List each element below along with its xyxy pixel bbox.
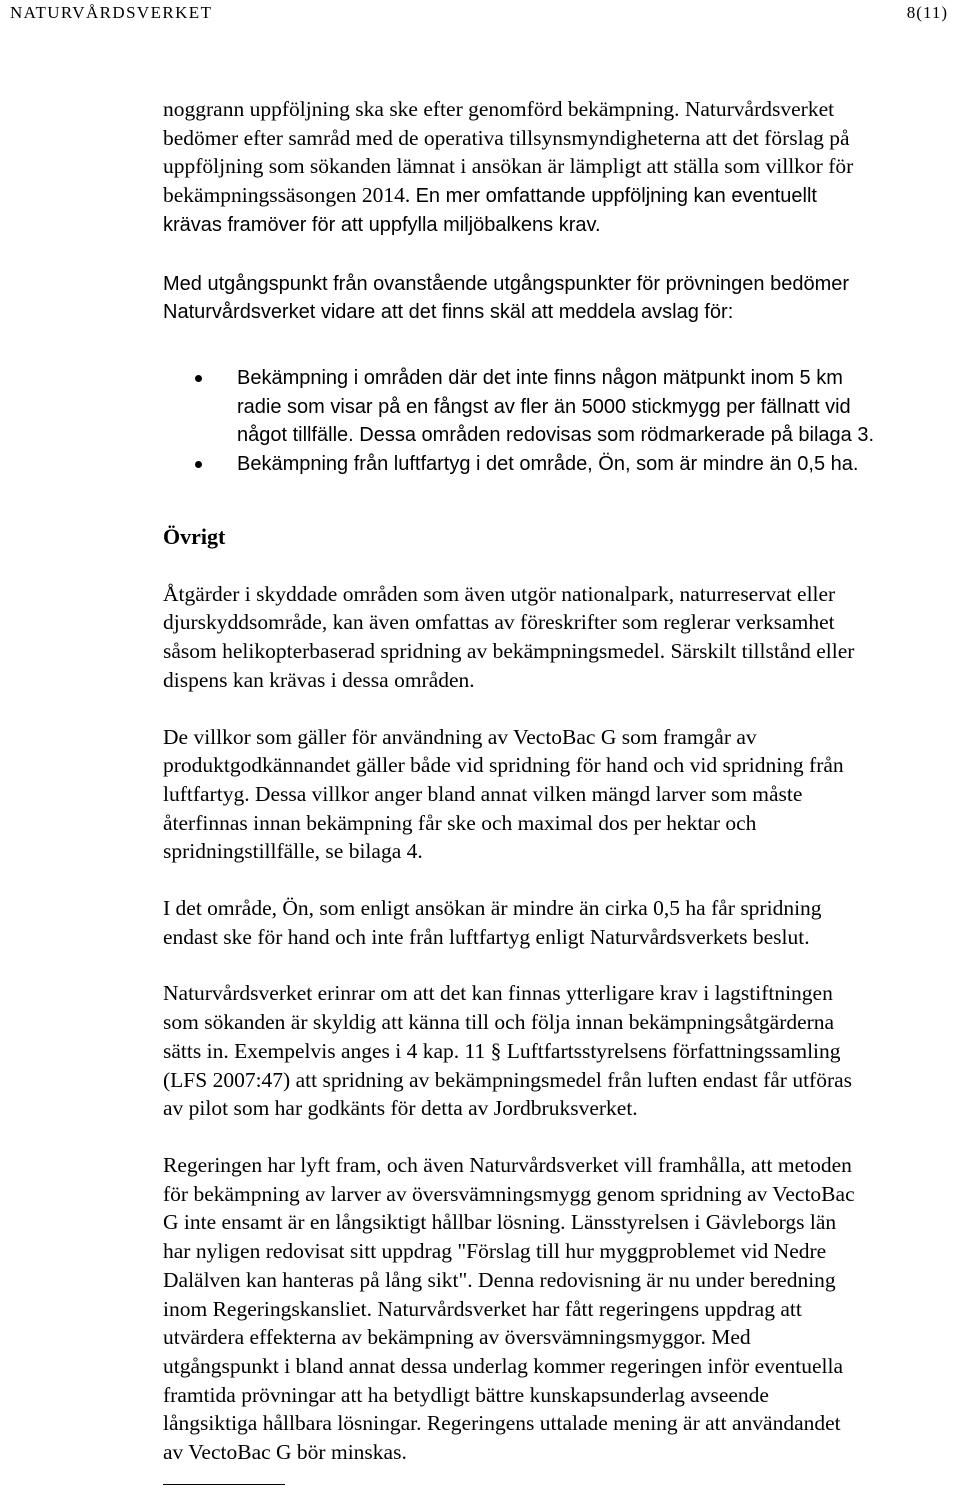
paragraph-avslag-intro [163,270,953,327]
paragraph-villkor [163,723,953,867]
text-line: produktgodkännandet gäller både vid spridning för hand och vid spridning från [163,753,844,778]
text-line: som sökanden är skyldig att känna till och följa innan bekämpningsåtgärderna [163,1010,835,1035]
bullet-icon [195,461,202,468]
paragraph-uppfoljning [163,95,953,240]
text-line: för bekämpning av larver av översvämningsmygg genom spridning av VectoBac [163,1181,855,1206]
text-segment: En mer omfattande uppföljning kan eventuellt [415,185,817,208]
text-line: av VectoBac G bör minskas. [163,1440,407,1465]
section-heading: Övrigt [163,523,226,549]
text-line: Bekämpning från luftfartyg i det område, Ön, som är mindre än 0,5 ha. [237,453,859,476]
avslag-list [163,364,953,479]
list-item [163,364,953,450]
text-line: sätts in. Exempelvis anges i 4 kap. 11 § Luftfartsstyrelsens författningssamling [163,1038,841,1063]
text-line: Naturvårdsverket erinrar om att det kan finnas ytterligare krav i lagstiftningen [163,981,833,1006]
text-line: Bekämpning i områden där det inte finns någon mätpunkt inom 5 km [237,366,843,389]
paragraph-lagstiftning [163,979,953,1123]
text-line: De villkor som gäller för användning av VectoBac G som framgår av [163,724,757,749]
text-line: uppföljning som sökanden lämnat i ansökan är lämpligt att ställa som villkor för [163,154,854,179]
text-line: Åtgärder i skyddade områden som även utgör nationalpark, naturreservat eller [163,581,836,606]
footnote-separator [163,1484,285,1485]
text-line: återfinnas innan bekämpning får ske och maximal dos per hektar och [163,810,757,835]
text-line: endast ske för hand och inte från luftfartyg enligt Naturvårdsverkets beslut. [163,924,810,949]
text-line: krävas framöver för att uppfylla miljöbalkens krav. [163,213,601,236]
text-line: G inte ensamt är en långsiktigt hållbar lösning. Länsstyrelsen i Gävleborgs län [163,1210,837,1235]
paragraph-on [163,894,953,951]
text-line: utgångspunkt i bland annat dessa underlag kommer regeringen inför eventuella [163,1353,844,1378]
text-line: långsiktiga hållbara lösningar. Regeringens uttalade mening är att användandet [163,1411,841,1436]
text-line: har nyligen redovisat sitt uppdrag "Förslag till hur myggproblemet vid Nedre [163,1239,827,1264]
text-line: luftfartyg. Dessa villkor anger bland annat vilken mängd larver som måste [163,781,803,806]
header-organization: NATURVÅRDSVERKET [10,3,213,22]
page-number: 8(11) [906,3,948,22]
page-header [0,0,960,28]
document-body [163,95,953,1467]
text-segment: bekämpningssäsongen 2014. [163,183,416,208]
text-line: Med utgångspunkt från ovanstående utgångspunkter för prövningen bedömer [163,272,850,295]
paragraph-regeringen [163,1151,953,1467]
list-item [163,450,953,479]
text-line: bedömer efter samråd med de operativa tillsynsmyndigheterna att det förslag på [163,125,850,150]
text-line: dispens kan krävas i dessa områden. [163,667,475,692]
text-line: I det område, Ön, som enligt ansökan är mindre än cirka 0,5 ha får spridning [163,896,822,921]
text-line: noggrann uppföljning ska ske efter genomförd bekämpning. Naturvårdsverket [163,97,835,121]
text-line: radie som visar på en fångst av fler än 5000 stickmygg per fällnatt vid [237,395,851,418]
text-line: utvärdera effekterna av bekämpning av översvämningsmyggor. Med [163,1325,751,1350]
text-line: något tillfälle. Dessa områden redovisas som rödmarkerade på bilaga 3. [237,424,875,447]
text-line: såsom helikopterbaserad spridning av bekämpningsmedel. Särskilt tillstånd eller [163,639,855,664]
text-line: Dalälven kan hanteras på lång sikt". Denna redovisning är nu under beredning [163,1267,836,1292]
text-line: spridningstillfälle, se bilaga 4. [163,839,423,864]
text-line: inom Regeringskansliet. Naturvårdsverket har fått regeringens uppdrag att [163,1296,802,1321]
text-line [163,181,953,211]
text-line: Naturvårdsverket vidare att det finns skäl att meddela avslag för: [163,301,734,324]
paragraph-skyddade-omraden [163,580,953,695]
text-line: framtida prövningar att ha betydligt bättre kunskapsunderlag avseende [163,1382,769,1407]
text-line: Regeringen har lyft fram, och även Naturvårdsverket vill framhålla, att metoden [163,1152,852,1177]
text-line: av pilot som har godkänts för detta av Jordbruksverket. [163,1096,638,1121]
text-line: (LFS 2007:47) att spridning av bekämpningsmedel från luften endast får utföras [163,1067,853,1092]
text-line: djurskyddsområde, kan även omfattas av föreskrifter som reglerar verksamhet [163,610,835,635]
bullet-icon [195,375,202,382]
